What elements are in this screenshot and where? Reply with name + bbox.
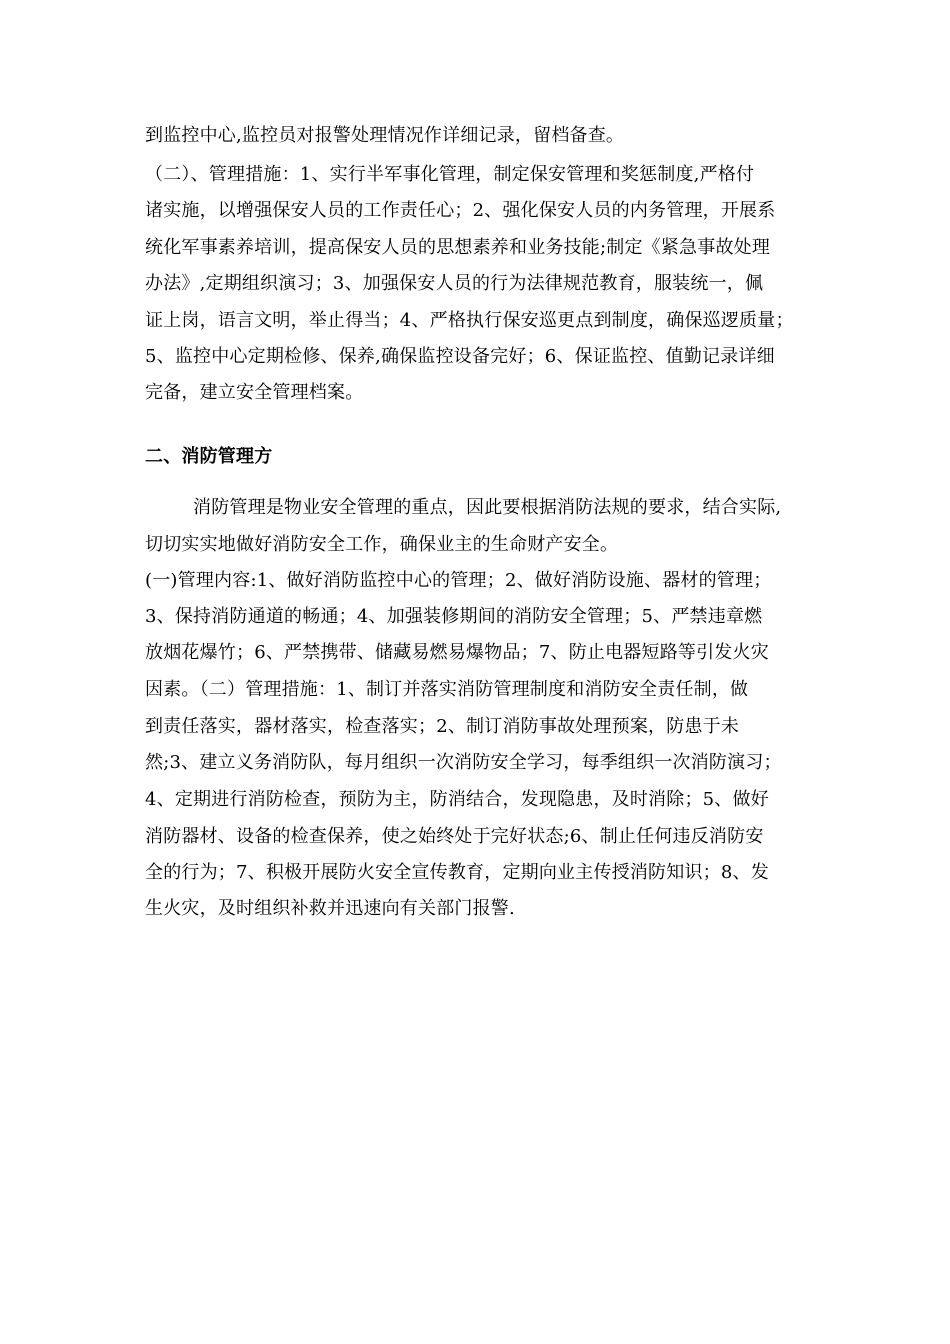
body-text-line: 切切实实地做好消防安全工作，确保业主的生命财产安全。	[145, 534, 619, 555]
body-text-line: 4、定期进行消防检查，预防为主，防消结合，发现隐患，及时消除；5、做好	[145, 789, 769, 810]
body-text-line: (一)管理内容:1、做好消防监控中心的管理；2、做好消防设施、器材的管理；	[145, 570, 772, 591]
body-text-line: 完备，建立安全管理档案。	[145, 382, 364, 403]
body-text-line: 到责任落实，器材落实，检查落实；2、制订消防事故处理预案，防患于未	[145, 716, 740, 737]
body-text-line: 到监控中心,监控员对报警处理情况作详细记录，留档备查。	[145, 125, 625, 146]
body-text-line: 全的行为；7、积极开展防火安全宣传教育，定期向业主传授消防知识；8、发	[145, 862, 769, 883]
section-heading: 二、消防管理方	[145, 446, 273, 467]
body-text-line: 消防器材、设备的检查保养，使之始终处于完好状态;6、制止任何违反消防安	[145, 826, 764, 847]
body-text-line: 诸实施，以增强保安人员的工作责任心；2、强化保安人员的内务管理，开展系	[145, 200, 776, 221]
body-text-line: 生火灾，及时组织补救并迅速向有关部门报警.	[145, 898, 515, 919]
body-text-line: （二）、管理措施：1、实行半军事化管理，制定保安管理和奖惩制度,严格付	[145, 164, 755, 185]
body-text-line: 5、监控中心定期检修、保养,确保监控设备完好；6、保证监控、值勤记录详细	[145, 346, 775, 367]
body-text-line: 因素。（二）管理措施：1、制订并落实消防管理制度和消防安全责任制，做	[145, 679, 749, 700]
body-text-line: 3、保持消防通道的畅通；4、加强装修期间的消防安全管理；5、严禁违章燃	[145, 606, 763, 627]
body-text-line: 放烟花爆竹；6、严禁携带、储藏易燃易爆物品；7、防止电器短路等引发火灾	[145, 642, 769, 663]
body-text-line: 办法》,定期组织演习；3、加强保安人员的行为法律规范教育，服装统一，佩	[145, 273, 764, 294]
body-text-line: 消防管理是物业安全管理的重点，因此要根据消防法规的要求，结合实际,	[193, 497, 782, 518]
body-text-line: 统化军事素养培训，提高保安人员的思想素养和业务技能;制定《紧急事故处理	[145, 237, 771, 258]
body-text-line: 然;3、建立义务消防队，每月组织一次消防安全学习，每季组织一次消防演习；	[145, 752, 782, 773]
body-text-line: 证上岗，语言文明，举止得当；4、严格执行保安巡更点到制度，确保巡逻质量；	[145, 310, 794, 331]
